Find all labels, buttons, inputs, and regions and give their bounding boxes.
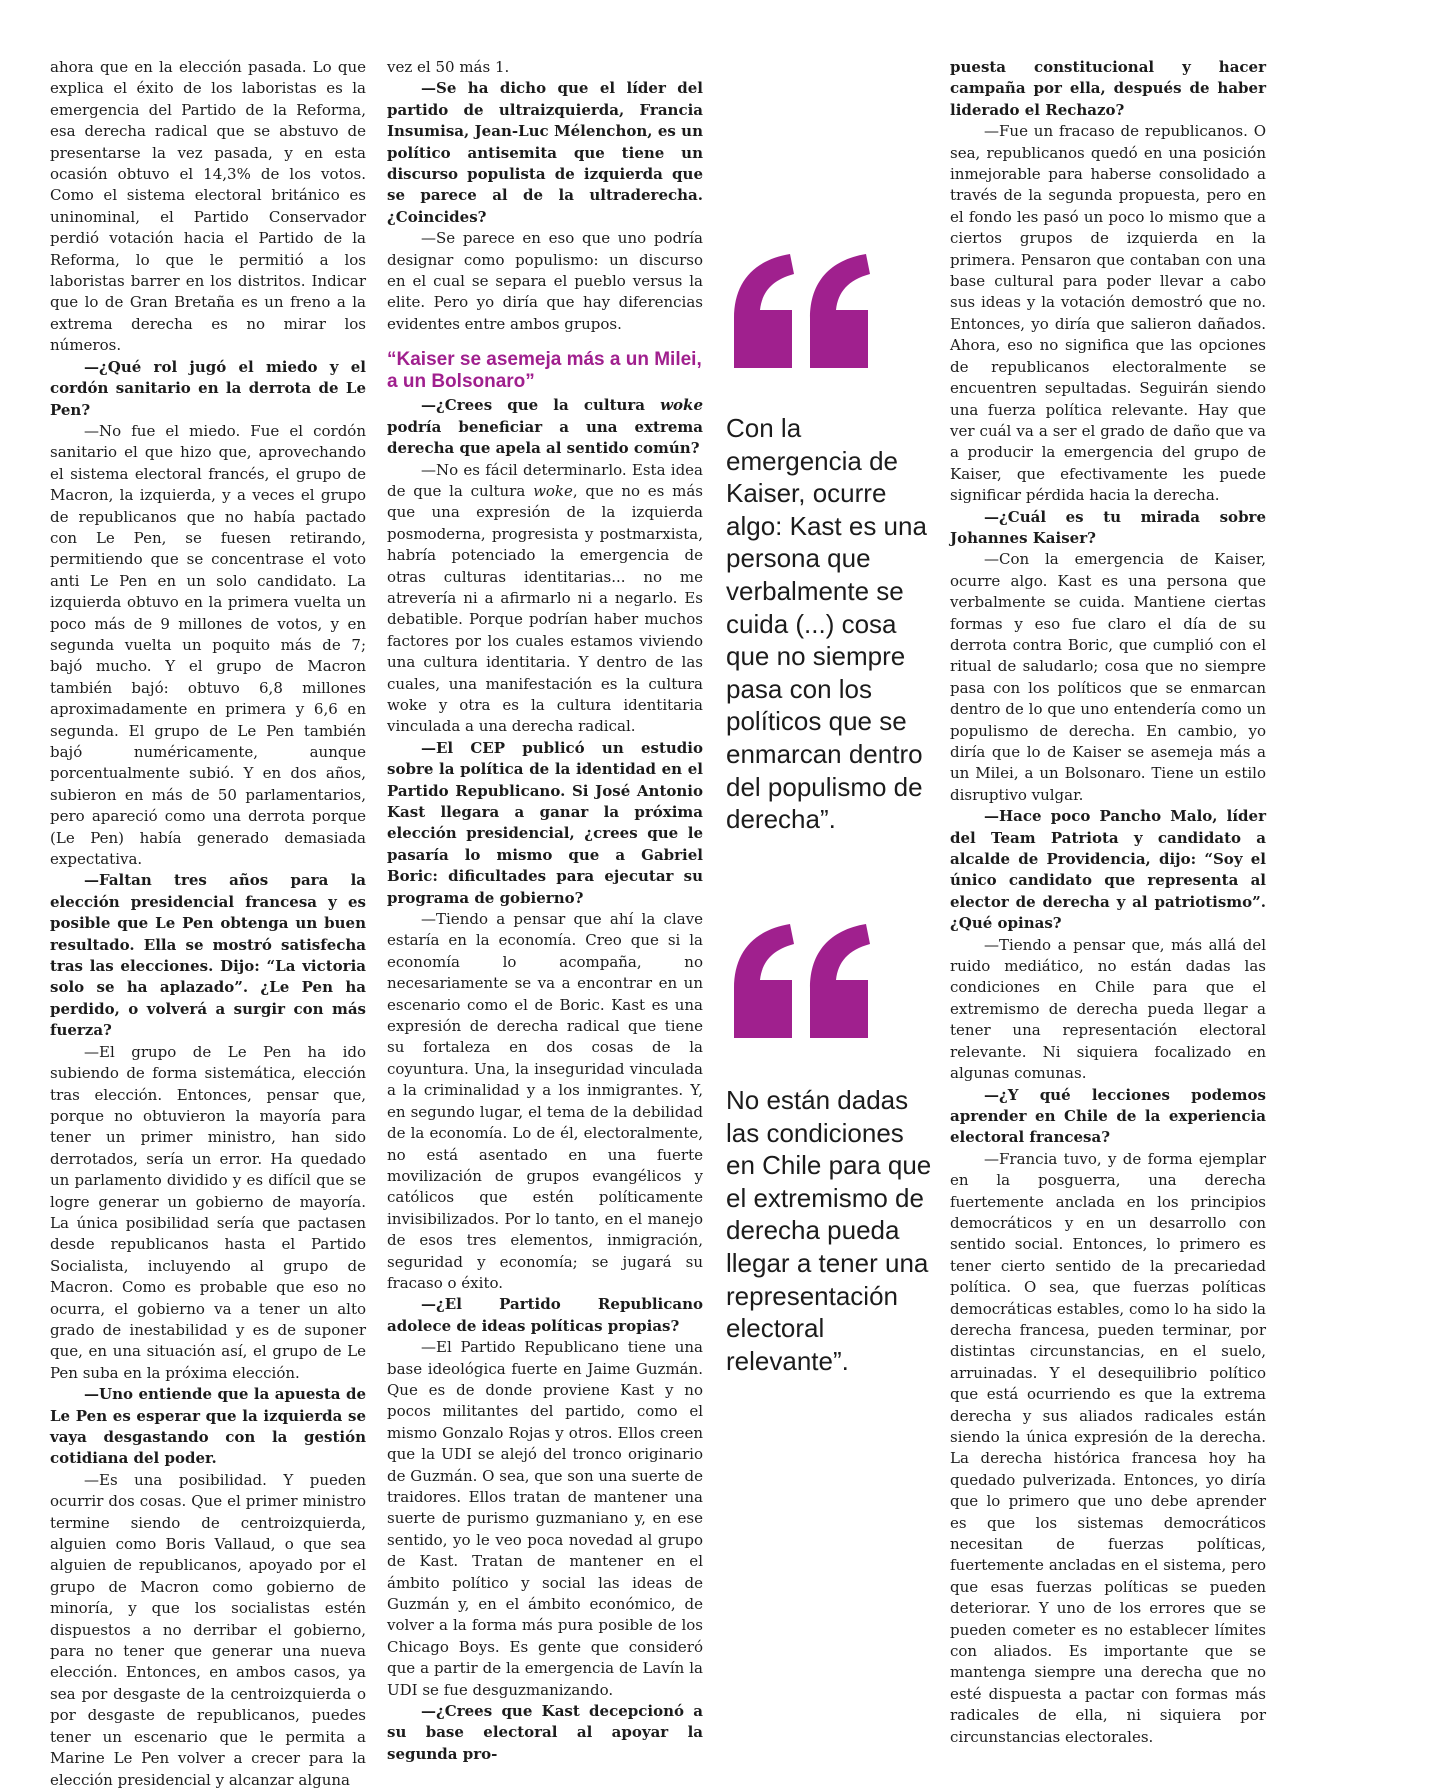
interview-question: —Se ha dicho que el líder del partido de ultraizquierda, Francia Insumisa, Jean-Luc Mélenchon, es un político antisemita que tiene un discurso populista de izquierda que se parece al de la ultraderecha. ¿Coincides? bbox=[387, 79, 703, 226]
answer-paragraph: —El grupo de Le Pen ha ido subiendo de forma sistemática, elección tras elección. Entonces, pensar que, porque no obtuvieron la mayoría para tener un primer ministro, han sido derrotados, sería un error. Ha quedado un parlamento dividido y es difícil que se logre generar un gobierno de mayoría. La única posibilidad sería que pactasen desde republicanos hasta el Partido Socialista, incluyendo al grupo de Macron. Como es probable que eso no ocurra, el gobierno va a tener un alto grado de inestabilidad y es de suponer que, en una situación así, el grupo de Le Pen suba en la próxima elección. bbox=[50, 1042, 366, 1382]
interview-question: —Uno entiende que la apuesta de Le Pen es esperar que la izquierda se vaya desgastando con la gestión cotidiana del poder. bbox=[50, 1385, 366, 1468]
pull-quote-text: Con la emergencia de Kaiser, ocurre algo: Kast es una persona que verbalmente se cuida (...) cosa que no siempre pasa con los políticos que se enmarcan dentro del populismo de derecha”. bbox=[726, 413, 927, 835]
italic-word: woke bbox=[660, 396, 703, 415]
pull-quote-1 bbox=[726, 252, 936, 836]
answer-paragraph: —Tiendo a pensar que, más allá del ruido mediático, no están dadas las condiciones en Chile para que el extremismo de derecha pueda llegar a tener una representación electoral relevante. Ni siquiera focalizado en algunas comunas. bbox=[950, 935, 1266, 1083]
section-subheading: “Kaiser se asemeja más a un Milei, a un Bolsonaro” bbox=[387, 349, 702, 393]
answer-paragraph bbox=[387, 460, 703, 738]
interview-question: —¿Cuál es tu mirada sobre Johannes Kaiser? bbox=[950, 507, 1266, 547]
answer-paragraph: —No fue el miedo. Fue el cordón sanitario el que hizo que, aprovechando el sistema electoral francés, el grupo de Macron, la izquierda, y a veces el grupo de republicanos que no había pactado con Le Pen, se fuesen retirando, permitiendo que se concentrase el voto anti Le Pen en un solo candidato. La izquierda obtuvo en la primera vuelta un poco más de 9 millones de votos, y en segunda vuelta un poquito más de 7; bajó mucho. Y el grupo de Macron también bajó: obtuvo 6,8 millones aproximadamente en primera y 6,6 en segunda. El grupo de Le Pen también bajó numéricamente, aunque porcentualmente subió. Y en dos años, subieron en más de 50 parlamentarios, pero apareció como una derrota porque (Le Pen) había generado demasiada expectativa. bbox=[50, 421, 366, 869]
answer-paragraph: vez el 50 más 1. bbox=[387, 58, 510, 76]
answer-text: —No es fácil determinarlo. Esta idea de que la cultura bbox=[387, 460, 703, 500]
pull-quote-2 bbox=[726, 922, 936, 1377]
answer-paragraph: —El Partido Republicano tiene una base ideológica fuerte en Jaime Guzmán. Que es de donde proviene Kast y no pocos militantes del partido, como el mismo Gonzalo Rojas y otros. Ellos creen que la UDI se alejó del tronco originario de Guzmán. O sea, que son una suerte de traidores. Ellos tratan de mantener una suerte de purismo guzmaniano y, en ese sentido, yo le veo poca novedad al grupo de Kast. Tratan de mantener en el ámbito político y social las ideas de Guzmán y, en el ámbito económico, de volver a la forma más pura posible de los Chicago Boys. Es gente que consideró que a partir de la emergencia de Lavín la UDI se fue desguzmanizando. bbox=[387, 1338, 703, 1699]
answer-paragraph: —Tiendo a pensar que ahí la clave estaría en la economía. Creo que si la economía lo acompaña, no necesariamente se va a encontrar en un escenario como el de Boric. Kast es una expresión de derecha radical que tiene su fortaleza en dos cosas de la coyuntura. Una, la inseguridad vinculada a la criminalidad y a los inmigrantes. Y, en segundo lugar, el tema de la debilidad de la economía. Lo de él, electoralmente, no está asentado en una fuerte movilización de grupos evangélicos y católicos que estén políticamente invisibilizados. Por lo tanto, en el manejo de esos tres elementos, inmigración, seguridad y economía; se jugará su fracaso o éxito. bbox=[387, 910, 703, 1292]
interview-question: —Hace poco Pancho Malo, líder del Team Patriota y candidato a alcalde de Providencia, dijo: “Soy el único candidato que representa al elector de derecha y al patriotismo”. ¿Qué opinas? bbox=[950, 807, 1266, 933]
interview-question: puesta constitucional y hacer campaña por ella, después de haber liderado el Rechazo? bbox=[950, 58, 1266, 119]
interview-question: —¿Crees que Kast decepcionó a su base electoral al apoyar la segunda pro- bbox=[387, 1702, 703, 1763]
interview-question: —Faltan tres años para la elección presidencial francesa y es posible que Le Pen obtenga un buen resultado. Ella se mostró satisfecha tras las elecciones. Dijo: “La victoria solo se ha aplazado”. ¿Le Pen ha perdido, o volverá a surgir con más fuerza? bbox=[50, 871, 366, 1040]
interview-question: —¿Y qué lecciones podemos aprender en Chile de la experiencia electoral francesa? bbox=[950, 1085, 1266, 1147]
article-column-1 bbox=[50, 57, 366, 1789]
interview-question: —El CEP publicó un estudio sobre la política de la identidad en el Partido Republicano. Si José Antonio Kast llegara a ganar la próxima elección presidencial, ¿crees que le pasaría lo mismo que a Gabriel Boric: dificultades para ejecutar su programa de gobierno? bbox=[387, 738, 703, 907]
article-column-4 bbox=[950, 57, 1266, 1746]
interview-question bbox=[387, 395, 703, 459]
question-text: podría beneficiar a una extrema derecha que apela al sentido común? bbox=[387, 417, 703, 458]
interview-question: —¿El Partido Republicano adolece de ideas políticas propias? bbox=[387, 1295, 703, 1335]
answer-paragraph: ahora que en la elección pasada. Lo que explica el éxito de los laboristas es la emergencia del Partido de la Reforma, esa derecha radical que se abstuvo de presentarse la vez pasada, y en esta ocasión obtuvo el 14,3% de los votos. Como el sistema electoral británico es uninominal, el Partido Conservador perdió votación hacia el Partido de la Reforma, lo que le permitió a los laboristas barrer en los distritos. Indicar que lo de Gran Bretaña es un freno a la extrema derecha es no mirar los números. bbox=[50, 58, 366, 355]
answer-text: , que no es más que una expresión de la izquierda posmoderna, progresista y postmarxista, habría potenciado la emergencia de otras culturas identitarias... no me atrevería ni a afirmarlo ni a negarlo. Es debatible. Porque podrían haber muchos factores por los cuales estamos viviendo una cultura identitaria. Y dentro de las cuales, una manifestación es la cultura woke y otra es la cultura identitaria vinculada a una derecha radical. bbox=[387, 481, 703, 736]
answer-paragraph: —Fue un fracaso de republicanos. O sea, republicanos quedó en una posición inmejorable para haberse consolidado a través de la segunda propuesta, pero en el fondo les pasó un poco lo mismo que a ciertos grupos de izquierda en la primera. Pensaron que contaban con una base cultural para poder llevar a cabo sus ideas y la votación demostró que no. Entonces, yo diría que salieron dañados. Ahora, eso no significa que las opciones de republicanos electoralmente se encuentren sepultadas. Seguirán siendo una fuerza política relevante. Hay que ver cuál va a ser el grado de daño que va a producir la emergencia del grupo de Kaiser, que efectivamente les puede significar pérdida hacia la derecha. bbox=[950, 122, 1266, 505]
answer-paragraph: —Con la emergencia de Kaiser, ocurre algo. Kast es una persona que verbalmente se cuida. Mantiene ciertas formas y eso fue claro el día de su derrota contra Boric, que cumplió con el ritual de saludarlo; cosa que no siempre pasa con los políticos que se enmarcan dentro de lo que uno entendería como un populismo de derecha. En cambio, yo diría que lo de Kaiser se asemeja más a un Milei, a un Bolsonaro. Tiene un estilo disruptivo vulgar. bbox=[950, 550, 1266, 804]
answer-paragraph: —Francia tuvo, y de forma ejemplar en la posguerra, una derecha fuertemente anclada en los principios democráticos y en un desarrollo con sentido social. Entonces, lo primero es tener cierto sentido de la precariedad política. O sea, que fuerzas políticas democráticas estables, como lo ha sido la derecha francesa, pueden terminar, por distintas circunstancias, en el suelo, arruinadas. Y el desequilibrio político que está ocurriendo es que la extrema derecha y sus aliados radicales están siendo la única expresión de la derecha. La derecha histórica francesa hoy ha quedado pulverizada. Entonces, yo diría que lo primero que uno debe aprender es que los sistemas democráticos necesitan de fuerzas políticas, fuertemente ancladas en el sistema, pero que esas fuerzas políticas se pueden deteriorar. Y uno de los errores que se pueden cometer es no establecer límites con aliados. Es importante que se mantenga siempre una derecha que no esté dispuesta a pactar con formas más radicales de ella, ni siquiera por circunstancias electorales. bbox=[950, 1149, 1266, 1746]
pull-quote-text: No están dadas las condiciones en Chile para que el extremismo de derecha pueda llegar a tener una representación electoral relevante”. bbox=[726, 1085, 932, 1376]
quote-mark-icon bbox=[726, 252, 876, 372]
answer-paragraph: —Es una posibilidad. Y pueden ocurrir dos cosas. Que el primer ministro termine siendo de centroizquierda, alguien como Boris Vallaud, o que sea alguien de republicanos, apoyado por el grupo de Macron como gobierno de minoría, y que los socialistas estén dispuestos a no derribar el gobierno, para no tener que generar una nueva elección. Entonces, en ambos casos, ya sea por desgaste de la centroizquierda o por desgaste de republicanos, puedes tener un escenario que le permita a Marine Le Pen volver a crecer para la elección presidencial y alcanzar alguna bbox=[50, 1470, 366, 1789]
article-column-2 bbox=[387, 57, 703, 1763]
question-text: —¿Crees que la cultura bbox=[421, 396, 661, 415]
quote-mark-icon bbox=[726, 922, 876, 1042]
interview-question: —¿Qué rol jugó el miedo y el cordón sanitario en la derrota de Le Pen? bbox=[50, 357, 366, 419]
italic-word: woke bbox=[533, 481, 573, 500]
answer-paragraph: —Se parece en eso que uno podría designar como populismo: un discurso en el cual se separa el pueblo versus la elite. Pero yo diría que hay diferencias evidentes entre ambos grupos. bbox=[387, 229, 703, 333]
